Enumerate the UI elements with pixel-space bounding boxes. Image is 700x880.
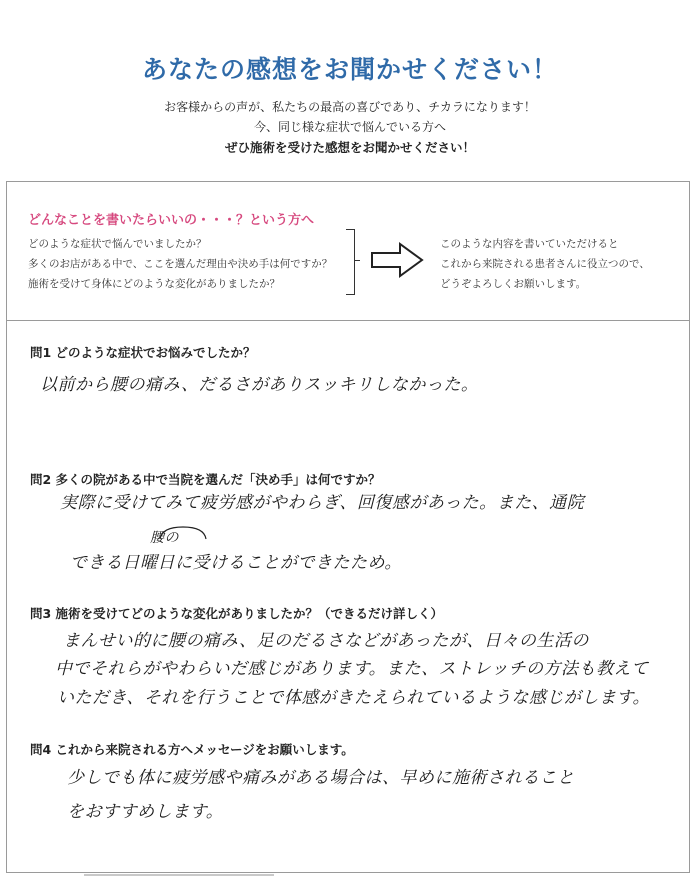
answer-2-line-1: 実際に受けてみて疲労感がやわらぎ、回復感があった。また、通院	[60, 493, 585, 513]
intro-line-1: お客様からの声が、私たちの最高の喜びであり、チカラになります！	[164, 100, 536, 114]
answer-1-line-1: 以前から腰の痛み、だるさがありスッキリしなかった。	[40, 375, 479, 395]
question-1-label: 問1 どのような症状でお悩みでしたか？	[30, 345, 256, 360]
page-title: あなたの感想をお聞かせください！	[141, 55, 558, 84]
bottom-edge-mark	[84, 874, 274, 876]
intro-line-3: ぜひ施術を受けた感想をお聞かせください！	[224, 140, 475, 155]
guide-result-line-3: どうぞよろしくお願いします。	[440, 278, 587, 290]
answer-2-line-2: できる日曜日に受けることができたため。	[70, 553, 402, 573]
answer-4-line-2: をおすすめします。	[67, 802, 224, 822]
answer-4-line-1: 少しでも体に疲労感や痛みがある場合は、早めに施術されること	[67, 768, 575, 788]
guide-question-1: どのような症状で悩んでいましたか？	[28, 238, 207, 250]
answer-3-line-2: 中でそれらがやわらいだ感じがあります。また、ストレッチの方法も教えて	[55, 659, 649, 679]
answer-3-line-3: いただき、それを行うことで体感がきたえられているような感じがします。	[57, 688, 650, 708]
insert-caret-icon	[158, 525, 208, 541]
guide-title: どんなことを書いたらいいの・・・？という方へ	[28, 213, 315, 228]
section-divider	[6, 320, 690, 321]
right-arrow-icon	[370, 242, 424, 278]
right-bracket-icon	[346, 229, 355, 295]
guide-result-line-2: これから来院される患者さんに役立つので、	[440, 258, 650, 270]
answer-2-inserted-word: 腰の	[150, 530, 179, 546]
bracket-tick	[354, 260, 360, 261]
guide-result-line-1: このような内容を書いていただけると	[440, 238, 619, 250]
answer-3-line-1: まんせい的に腰の痛み、足のだるさなどがあったが、日々の生活の	[63, 631, 589, 651]
intro-line-2: 今、同じ様な症状で悩んでいる方へ	[253, 120, 446, 134]
question-3-label: 問3 施術を受けてどのような変化がありましたか？（できるだけ詳しく）	[30, 606, 444, 621]
question-2-label: 問2 多くの院がある中で当院を選んだ「決め手」は何ですか？	[30, 472, 381, 487]
guide-question-3: 施術を受けて身体にどのような変化がありましたか？	[28, 278, 280, 290]
guide-question-2: 多くのお店がある中で、ここを選んだ理由や決め手は何ですか？	[28, 258, 333, 270]
question-4-label: 問4 これから来院される方へメッセージをお願いします。	[30, 742, 354, 757]
